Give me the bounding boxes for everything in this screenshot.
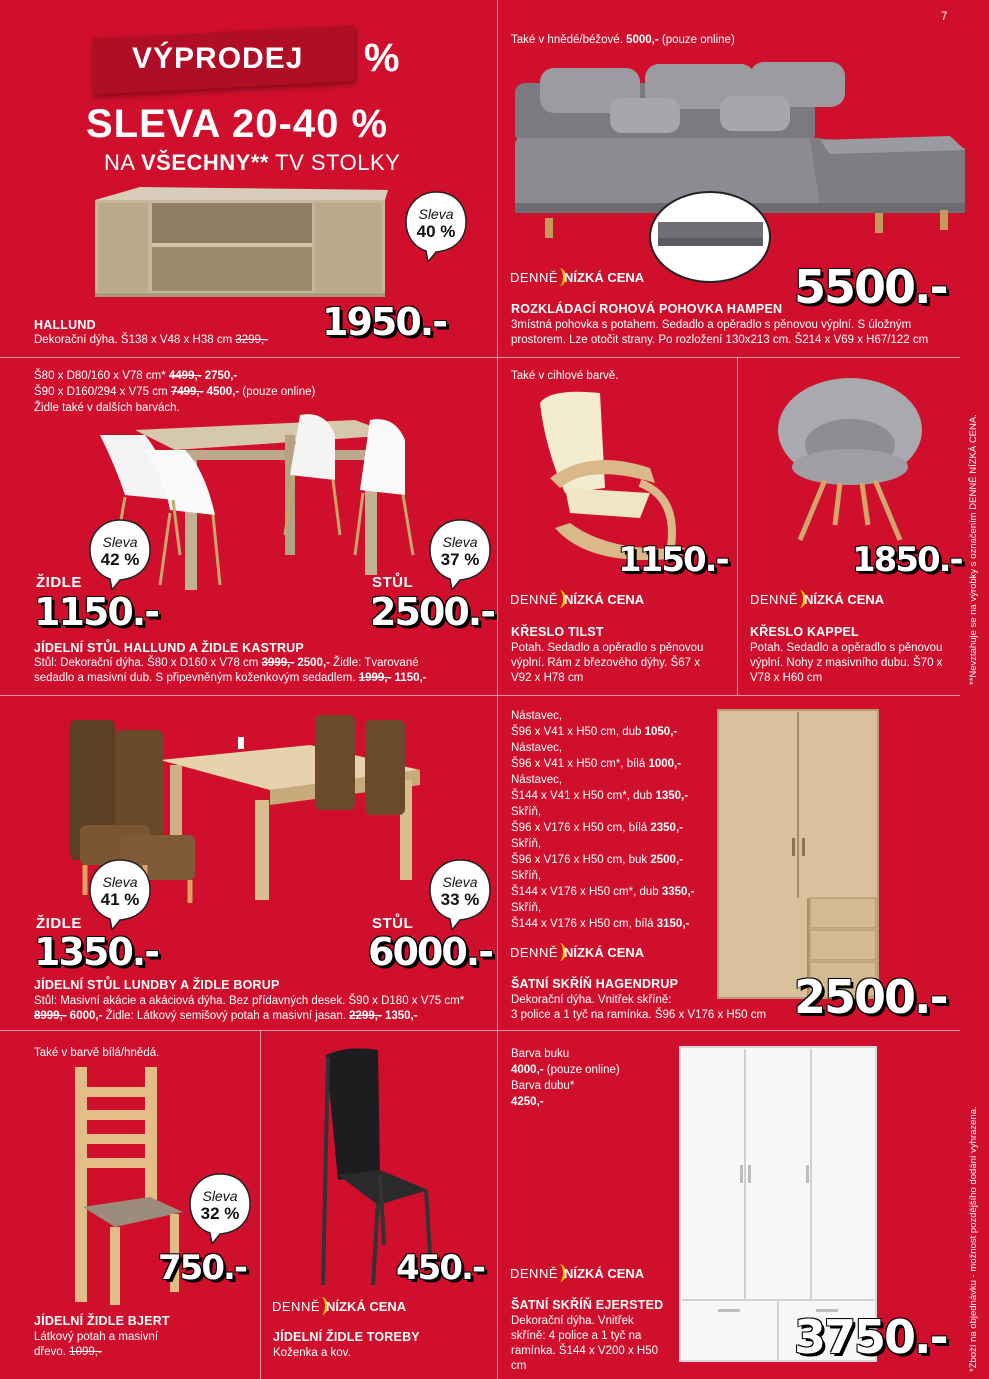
product-desc: 3 police a 1 tyč na ramínka. Š96 x V176 x H50 cm — [511, 1009, 767, 1021]
product-title: HALLUND — [34, 318, 96, 332]
product-title: JÍDELNÍ STŮL LUNDBY A ŽIDLE BORUP — [34, 978, 280, 992]
variant-note: Také v barvě bílá/hnědá. — [34, 1047, 160, 1059]
daily-low-price-logo: DENNĚ NÍZKÁ CENA — [510, 1266, 645, 1281]
variant-note: Také v hnědé/béžové. 5000,- (pouze online) — [511, 34, 735, 46]
price: 750.- — [158, 1248, 246, 1288]
price: 3750.- — [794, 1310, 947, 1364]
divider — [737, 357, 738, 695]
tv-stand-image — [90, 185, 390, 305]
banner-text: VÝPRODEJ — [132, 42, 304, 75]
product-desc: Stůl: Dekorační dýha. Š80 x D160 x V78 cm 3999,- 2500,- Židle: Tvarované — [34, 657, 419, 669]
price: 1850.- — [852, 540, 962, 580]
label-chair: ŽIDLE — [36, 915, 82, 932]
variant-spec: Š96 x V41 x H50 cm*, bílá 1000,- — [511, 758, 682, 770]
price: 2500.- — [794, 970, 947, 1024]
variant-list: Barva buku 4000,- (pouze online) Barva dubu* 4250,- — [511, 1048, 620, 1108]
discount-badge: Sleva 41 % — [88, 858, 152, 930]
sale-banner — [92, 28, 422, 94]
subheadline: NA VŠECHNY** TV STOLKY — [104, 150, 401, 175]
product-title: KŘESLO TILST — [511, 625, 604, 639]
variant-spec: Š96 x V176 x H50 cm, bílá 2350,- — [511, 822, 683, 834]
price: 5500.- — [794, 260, 947, 314]
product-desc: Dekorační dýha. Š138 x V48 x H38 cm 3299,- — [34, 334, 268, 346]
label-chair: ŽIDLE — [36, 574, 82, 591]
divider — [260, 1030, 261, 1379]
headline: SLEVA 20-40 % — [86, 102, 389, 146]
variant-label: Nástavec, — [511, 774, 563, 786]
banner-percent: % — [364, 36, 400, 80]
product-desc: Stůl: Masivní akácie a akáciová dýha. Bez přídavných desek. Š90 x D180 x V75 cm* — [34, 995, 465, 1007]
variant-spec: Š144 x V176 x H50 cm*, dub 3350,- — [511, 886, 695, 898]
label-table: STŮL — [372, 915, 414, 932]
product-desc: Potah. Sedadlo a opěradlo s pěnovou výplní. Rám z březového dýhy. Š67 x V92 x H78 cm — [511, 642, 704, 684]
page-number: 7 — [941, 11, 948, 23]
divider — [497, 0, 498, 1379]
product-desc: Dekorační dýha. Vnitřek skříně: — [511, 994, 672, 1006]
product-desc: Dekorační dýha. Vnitřek skříně: 4 police a 1 tyč na ramínka. Š144 x V200 x H50 cm — [511, 1315, 659, 1372]
product-desc: sedadlo a masivní dub. S připevněným koženkovým sedadlem. 1999,- 1150,- — [34, 672, 427, 684]
discount-badge: Sleva 42 % — [88, 518, 152, 590]
variant-label: Skříň, — [511, 838, 542, 850]
spec-line: Židle také v dalších barvách. — [34, 402, 180, 414]
product-desc: Koženka a kov. — [273, 1347, 351, 1359]
variant-spec: Š96 x V176 x H50 cm, buk 2500,- — [511, 854, 683, 866]
product-title: JÍDELNÍ STŮL HALLUND A ŽIDLE KASTRUP — [34, 641, 304, 655]
divider — [0, 1030, 960, 1031]
variant-label: Skříň, — [511, 806, 542, 818]
daily-low-price-logo: DENNĚ NÍZKÁ CENA — [272, 1299, 407, 1314]
armchair-kappel-image — [770, 375, 930, 545]
variant-note: Také v cihlové barvě. — [511, 370, 619, 382]
variant-spec: Š96 x V41 x H50 cm, dub 1050,- — [511, 726, 678, 738]
discount-badge: Sleva 37 % — [428, 518, 492, 590]
divider — [0, 357, 960, 358]
variant-label: Nástavec, — [511, 710, 563, 722]
divider — [0, 695, 960, 696]
price-table: 2500.- — [370, 590, 494, 634]
product-desc: Potah. Sedadlo a opěradlo s pěnovou výplní. Nohy z masivního dubu. Š70 x V78 x H60 cm — [750, 642, 943, 684]
variant-spec: Š144 x V176 x H50 cm, bílá 3150,- — [511, 918, 690, 930]
price-chair: 1350.- — [34, 930, 158, 974]
product-desc: Látkový potah a masivní dřevo. 1099,- — [34, 1331, 159, 1358]
price-chair: 1150.- — [34, 590, 158, 634]
product-title: ROZKLÁDACÍ ROHOVÁ POHOVKA HAMPEN — [511, 302, 783, 316]
product-title: JÍDELNÍ ŽIDLE BJERT — [34, 1314, 170, 1328]
spec-line: Š90 x D160/294 x V75 cm 7499,- 4500,- (pouze online) — [34, 386, 316, 398]
wardrobe-hagendrup-image — [716, 708, 881, 1000]
variant-label: Skříň, — [511, 902, 542, 914]
daily-low-price-logo: DENNĚ NÍZKÁ CENA — [510, 592, 645, 607]
product-desc: 3místná pohovka s potahem. Sedadlo a opěradlo s pěnovou výplní. S úložným prostorem. Lze otočit strany. Po rozložení 130x213 cm. Š214 x V69 x H67/122 cm — [511, 319, 929, 346]
discount-badge: Sleva 33 % — [428, 858, 492, 930]
price-table: 6000.- — [368, 930, 492, 974]
daily-low-price-logo: DENNĚ NÍZKÁ CENA — [510, 270, 645, 285]
variant-label: Nástavec, — [511, 742, 563, 754]
label-table: STŮL — [372, 574, 414, 591]
product-desc: 8999,- 6000,- Židle: Látkový semišový potah a masivní jasan. 2299,- 1350,- — [34, 1010, 418, 1022]
discount-badge: Sleva 40 % — [404, 190, 468, 262]
price: 1150.- — [618, 540, 728, 580]
variant-spec: Š144 x V41 x H50 cm*, dub 1350,- — [511, 790, 689, 802]
product-title: ŠATNÍ SKŘÍŇ HAGENDRUP — [511, 977, 679, 991]
spec-line: Š80 x D80/160 x V78 cm* 4499,- 2750,- — [34, 370, 238, 382]
product-title: JÍDELNÍ ŽIDLE TOREBY — [273, 1330, 420, 1344]
footnote-vertical: *Zboží na objednávku - možnost pozdějšího dodání vyhrazena. — [968, 1106, 979, 1372]
variant-list — [511, 708, 694, 932]
daily-low-price-logo: DENNĚ NÍZKÁ CENA — [510, 945, 645, 960]
footnote-vertical: **Nevztahuje se na výrobky s označením DENNĚ NÍZKÁ CENA. — [968, 414, 979, 685]
product-title: ŠATNÍ SKŘÍŇ EJERSTED — [511, 1298, 664, 1312]
sofa-bed-inset — [648, 190, 773, 285]
price: 450.- — [396, 1248, 484, 1288]
variant-label: Skříň, — [511, 870, 542, 882]
price: 1950.- — [322, 300, 446, 344]
discount-badge: Sleva 32 % — [188, 1172, 252, 1244]
product-title: KŘESLO KAPPEL — [750, 625, 859, 639]
daily-low-price-logo: DENNĚ NÍZKÁ CENA — [750, 592, 885, 607]
